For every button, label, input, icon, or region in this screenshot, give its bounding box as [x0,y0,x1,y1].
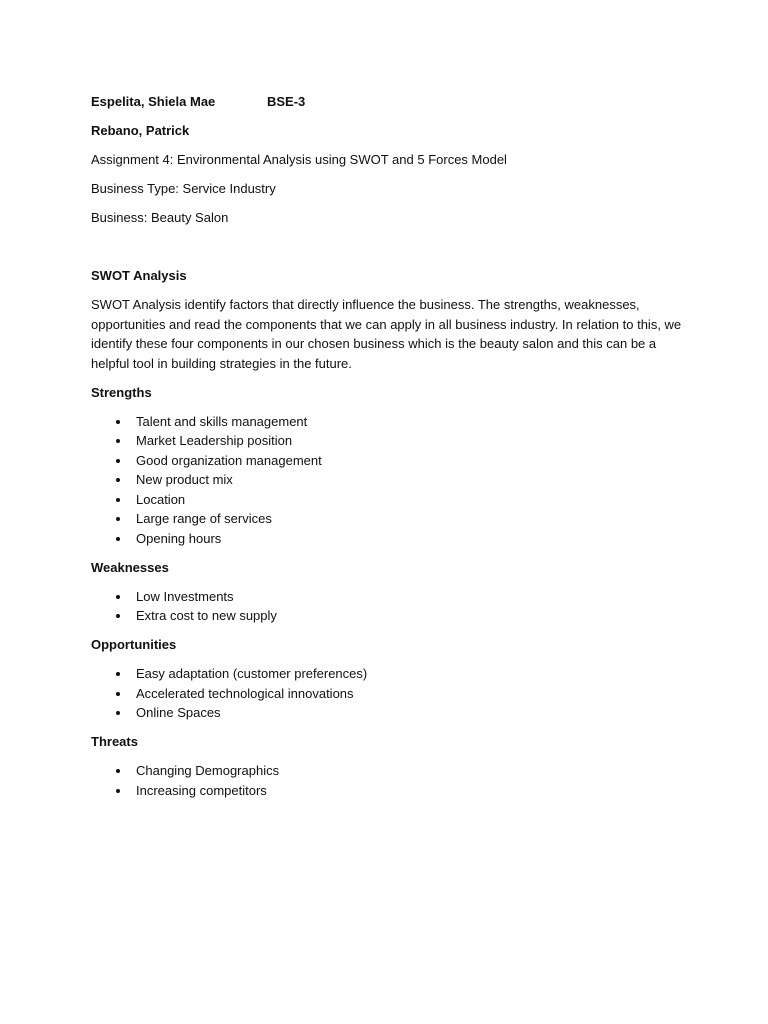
bullet-icon [116,517,120,521]
list-item [91,451,691,471]
opportunities-heading: Opportunities [91,637,177,652]
bullet-icon [116,769,120,773]
list-item [91,509,691,529]
bullet-icon [116,692,120,696]
bullet-icon [116,439,120,443]
author-row-1 [91,92,691,112]
list-item [91,431,691,451]
list-item [91,490,691,510]
business-type: Business Type: Service Industry [91,181,276,196]
list-item [91,703,691,723]
intro-line: opportunities and read the components that we can apply in all business industry. In relation to this, we [91,316,682,332]
bullet-icon [116,459,120,463]
bullet-icon [116,420,120,424]
list-item [91,684,691,704]
list-item-text: Location [136,491,186,507]
list-item-text: Good organization management [136,452,322,468]
weaknesses-heading: Weaknesses [91,559,169,575]
intro-line: helpful tool in building strategies in the future. [91,355,352,371]
list-item-text: Market Leadership position [136,433,293,448]
list-item [91,606,691,626]
list-item [91,781,691,801]
list-item [91,529,691,549]
list-item-text: Increasing competitors [136,782,267,798]
threats-list [91,761,691,800]
section-label: BSE-3 [267,94,306,109]
list-item [91,587,691,607]
assignment-title: Assignment 4: Environmental Analysis using SWOT and 5 Forces Model [91,152,507,167]
swot-intro-paragraph [91,295,681,373]
bullet-icon [116,672,120,676]
intro-line: identify these four components in our chosen business which is the beauty salon and this can be a [91,336,657,351]
bullet-icon [116,614,120,618]
list-item [91,412,691,432]
document-content [91,92,691,810]
bullet-icon [116,537,120,541]
intro-line: SWOT Analysis identify factors that directly influence the business. The strengths, weaknesses, [91,297,640,312]
bullet-icon [116,711,120,715]
author-name-1: Espelita, Shiela Mae [91,94,216,109]
section-spacer [91,237,691,266]
strengths-heading: Strengths [91,384,152,400]
bullet-icon [116,478,120,482]
bullet-icon [116,498,120,502]
swot-title: SWOT Analysis [91,268,187,283]
opportunities-list [91,664,691,723]
list-item-text: Accelerated technological innovations [136,685,354,701]
list-item [91,470,691,490]
threats-heading: Threats [91,734,138,749]
list-item-text: New product mix [136,472,233,487]
list-item-text: Large range of services [136,511,272,526]
weaknesses-list [91,587,691,626]
list-item-text: Opening hours [136,530,222,546]
list-item [91,664,691,684]
list-item-text: Online Spaces [136,705,221,720]
list-item-text: Easy adaptation (customer preferences) [136,666,368,681]
list-item-text: Talent and skills management [136,413,308,429]
business-name: Business: Beauty Salon [91,210,229,225]
list-item-text: Low Investments [136,588,234,604]
strengths-list [91,412,691,549]
author-name-2: Rebano, Patrick [91,123,190,138]
bullet-icon [116,789,120,793]
list-item-text: Changing Demographics [136,763,280,778]
bullet-icon [116,595,120,599]
list-item-text: Extra cost to new supply [136,608,277,623]
list-item [91,761,691,781]
